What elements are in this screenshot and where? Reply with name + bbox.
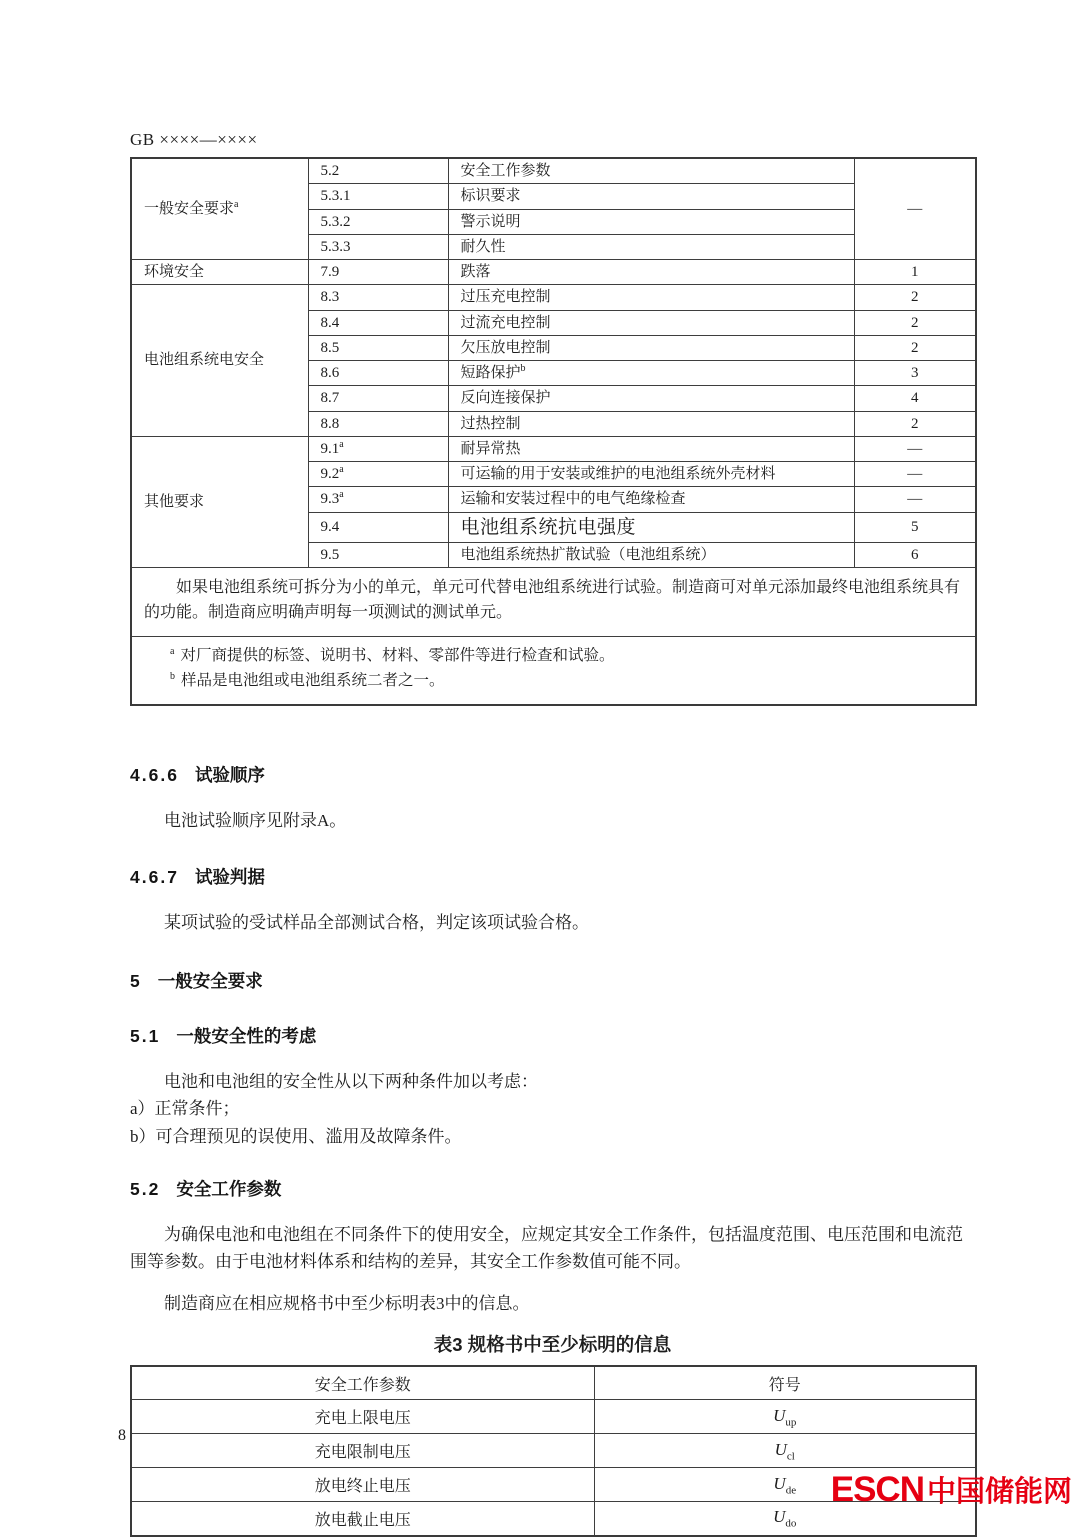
section-number: 4.6.6: [130, 764, 179, 785]
footnote-b-text: 样品是电池组或电池组系统二者之一。: [181, 671, 445, 689]
section-heading-4-6-7: [130, 864, 975, 889]
cell-count: 2: [854, 285, 976, 310]
escn-logo-cn: 中国储能网: [926, 1476, 1072, 1508]
paragraph: 电池试验顺序见附录A。: [164, 810, 347, 830]
category-label: 一般安全要求: [144, 200, 235, 217]
cell-count: 4: [854, 386, 976, 411]
section-title: 一般安全要求: [157, 971, 263, 992]
clause-footnote-marker: a: [339, 464, 344, 475]
table3-caption: 表3 规格书中至少标明的信息: [433, 1333, 672, 1355]
item-footnote-marker: b: [520, 363, 526, 374]
cell-clause: [308, 487, 448, 512]
footnote-a-text: 对厂商提供的标签、说明书、材料、零部件等进行检查和试验。: [180, 647, 615, 665]
cell-clause: 8.6: [308, 361, 448, 386]
cell-clause: 9.5: [308, 543, 448, 568]
table-row: [131, 1434, 976, 1468]
table-footnotes-row: [131, 636, 976, 704]
symbol: $U_{de}$: [773, 1473, 797, 1497]
cell-clause: 5.3.2: [308, 209, 448, 234]
cell-count: 2: [854, 411, 976, 436]
safety-requirements-table: [130, 157, 977, 706]
cell-count: 6: [854, 543, 976, 568]
section-title: 安全工作参数: [176, 1179, 282, 1200]
cell-param: 放电截止电压: [131, 1502, 594, 1536]
symbol: $U_{do}$: [773, 1507, 797, 1530]
cell-symbol: [594, 1400, 976, 1434]
cell-clause: [308, 436, 448, 461]
section-title: 试验顺序: [194, 764, 265, 785]
paragraph: 制造商应在相应规格书中至少标明表3中的信息。: [164, 1293, 530, 1313]
section-heading-4-6-6: [130, 762, 975, 787]
escn-logo: [831, 1469, 1072, 1510]
cell-clause: 5.3.3: [308, 234, 448, 259]
list-item-a: a）正常条件；: [130, 1099, 240, 1119]
section-title: 试验判据: [194, 866, 265, 887]
cell-clause: [308, 462, 448, 487]
clause-footnote-marker: a: [339, 489, 344, 501]
doc-code: GB ××××—××××: [130, 130, 258, 149]
cell-item: 可运输的用于安装或维护的电池组系统外壳材料: [448, 462, 854, 487]
paragraph: 某项试验的受试样品全部测试合格，判定该项试验合格。: [164, 912, 589, 932]
section-title: 一般安全性的考虑: [176, 1026, 317, 1047]
cell-count: —: [854, 158, 976, 260]
cell-clause: 9.4: [308, 512, 448, 543]
cell-clause: 5.2: [308, 158, 448, 184]
cell-clause: 7.9: [308, 260, 448, 285]
cell-count: 2: [854, 335, 976, 360]
cell-item: 过流充电控制: [448, 310, 854, 335]
table-note: [131, 568, 976, 637]
cell-item: 过压充电控制: [448, 285, 854, 310]
footnote-b: [170, 670, 963, 692]
cell-item: 耐异常热: [448, 436, 854, 461]
cell-clause: 8.5: [308, 335, 448, 360]
table-row: [131, 1400, 976, 1434]
clause-footnote-marker: a: [339, 438, 344, 450]
footnote-a: [170, 645, 963, 667]
item-label: 短路保护: [460, 365, 521, 381]
cell-item: 警示说明: [448, 209, 854, 234]
cell-item: 安全工作参数: [448, 158, 854, 184]
cell-item: 耐久性: [448, 234, 854, 259]
cell-count: 5: [854, 512, 976, 543]
cell-clause: 8.3: [308, 285, 448, 310]
cell-count: 1: [854, 260, 976, 285]
cell-clause: 8.7: [308, 386, 448, 411]
page-number: 8: [118, 1427, 126, 1444]
cell-item: 反向连接保护: [448, 386, 854, 411]
cell-clause: 8.8: [308, 411, 448, 436]
cell-param: 充电限制电压: [131, 1434, 594, 1468]
cell-count: —: [854, 487, 976, 512]
cell-count: —: [854, 462, 976, 487]
paragraph: 电池和电池组的安全性从以下两种条件加以考虑：: [164, 1072, 538, 1092]
table-row: [131, 285, 976, 310]
cell-item: 电池组系统抗电强度: [448, 512, 854, 543]
symbol: $U_{cl}$: [774, 1439, 795, 1463]
cell-count: —: [854, 436, 976, 461]
escn-logo-en: ESCN: [830, 1470, 924, 1509]
clause-label: 9.1: [320, 440, 340, 457]
clause-label: 9.2: [320, 466, 340, 482]
cell-clause: 5.3.1: [308, 184, 448, 209]
table-row: [131, 158, 976, 184]
cell-item: 运输和安装过程中的电气绝缘检查: [448, 487, 854, 512]
cell-category: 环境安全: [131, 260, 308, 285]
section-heading-5-2: [130, 1176, 975, 1201]
footnote-b-marker: b: [170, 670, 175, 682]
table-row: [131, 260, 976, 285]
section-number: 5.2: [130, 1179, 161, 1200]
list-item-b: b）可合理预见的误使用、滥用及故障条件。: [130, 1126, 462, 1146]
header-symbol: 符号: [594, 1366, 976, 1400]
clause-label: 9.3: [320, 491, 340, 508]
table-row: [131, 436, 976, 461]
cell-count: 3: [854, 361, 976, 386]
table-footnotes: [131, 636, 976, 704]
symbol: $U_{up}$: [773, 1405, 797, 1429]
table-note-text: 如果电池组系统可拆分为小的单元，单元可代替电池组系统进行试验。制造商可对单元添加最终电池组系统具有的功能。制造商应明确声明每一项测试的测试单元。: [144, 579, 961, 622]
cell-item: 电池组系统热扩散试验（电池组系统）: [448, 543, 854, 568]
section-number: 4.6.7: [130, 866, 179, 887]
section-heading-5-1: [130, 1023, 975, 1048]
cell-item: [448, 361, 854, 386]
category-footnote-marker: a: [234, 198, 239, 210]
cell-item: 过热控制: [448, 411, 854, 436]
cell-category: 其他要求: [131, 436, 308, 568]
cell-param: 充电上限电压: [131, 1400, 594, 1434]
cell-category: [131, 158, 308, 260]
cell-category: 电池组系统电安全: [131, 285, 308, 437]
table-header-row: [131, 1366, 976, 1400]
cell-symbol: [594, 1434, 976, 1468]
paragraph: 为确保电池和电池组在不同条件下的使用安全，应规定其安全工作条件，包括温度范围、电压范围和电流范围等参数。由于电池材料体系和结构的差异，其安全工作参数值可能不同。: [130, 1225, 963, 1272]
section-number: 5.1: [130, 1026, 161, 1047]
cell-item: 欠压放电控制: [448, 335, 854, 360]
safety-parameters-table: [130, 1365, 977, 1537]
section-number: 5: [130, 971, 142, 992]
header-param: 安全工作参数: [131, 1366, 594, 1400]
cell-param: 放电终止电压: [131, 1468, 594, 1502]
cell-item: 标识要求: [448, 184, 854, 209]
cell-item: 跌落: [448, 260, 854, 285]
cell-count: 2: [854, 310, 976, 335]
table-note-row: [131, 568, 976, 637]
footnote-a-marker: a: [170, 645, 175, 657]
cell-clause: 8.4: [308, 310, 448, 335]
section-heading-5: [130, 968, 975, 993]
